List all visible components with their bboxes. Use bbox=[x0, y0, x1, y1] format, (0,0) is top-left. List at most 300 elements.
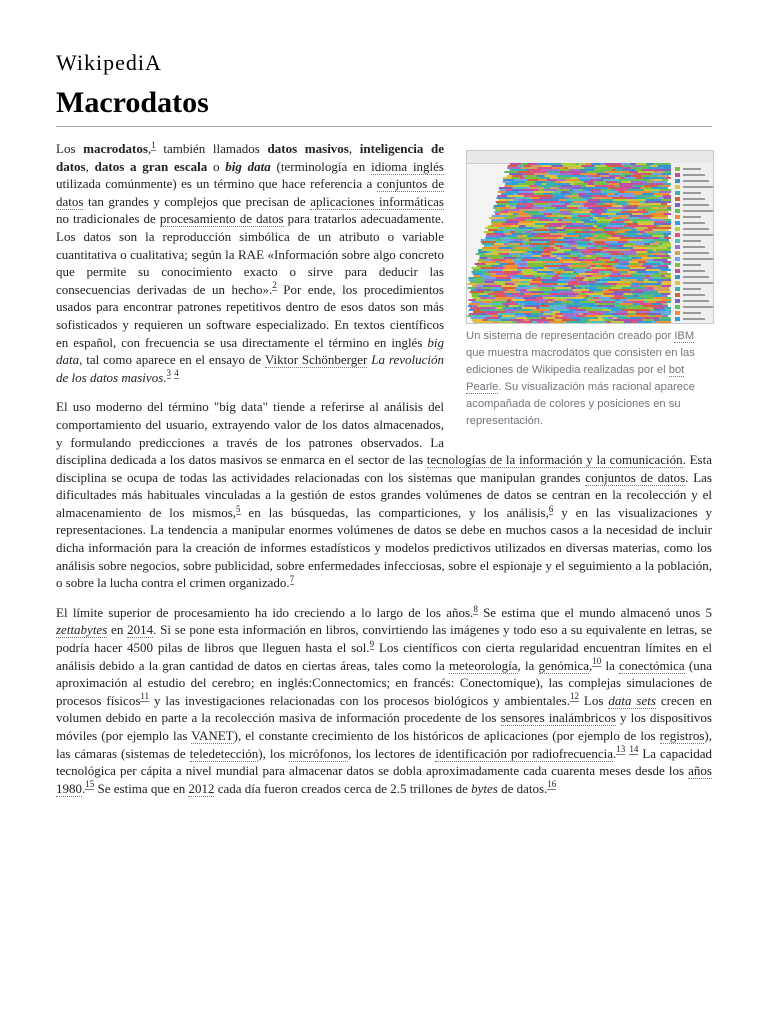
ref-link[interactable]: 12 bbox=[569, 691, 579, 702]
legend-label-line bbox=[683, 198, 705, 200]
flow-segment bbox=[519, 225, 525, 227]
flow-segment bbox=[562, 293, 579, 295]
ref-link[interactable]: 3 bbox=[166, 368, 171, 379]
flow-segment bbox=[642, 257, 653, 259]
flow-segment bbox=[645, 175, 658, 177]
flow-segment bbox=[605, 171, 613, 173]
flow-segment bbox=[544, 189, 558, 191]
flow-segment bbox=[614, 291, 631, 293]
flow-segment bbox=[484, 277, 496, 279]
flow-segment bbox=[653, 249, 657, 251]
flow-segment bbox=[648, 315, 656, 317]
wiki-link[interactable]: genómica bbox=[538, 657, 590, 673]
flow-segment bbox=[638, 245, 643, 247]
flow-segment bbox=[594, 235, 598, 237]
flow-segment bbox=[498, 191, 506, 193]
flow-segment bbox=[579, 227, 588, 229]
text: tan grandes y complejos que precisan de bbox=[83, 193, 311, 209]
flow-segment bbox=[565, 169, 569, 171]
flow-segment bbox=[627, 205, 633, 207]
flow-segment bbox=[519, 191, 533, 193]
flow-segment bbox=[619, 183, 635, 185]
legend-label-line bbox=[683, 192, 701, 194]
flow-segment bbox=[639, 303, 652, 305]
italic-term: La revolución de los datos masivos bbox=[56, 352, 445, 385]
flow-segment bbox=[601, 265, 613, 267]
flow-segment bbox=[661, 293, 670, 295]
flow-segment bbox=[570, 175, 586, 177]
ref bbox=[85, 779, 94, 790]
flow-segment bbox=[488, 251, 491, 253]
flow-segment bbox=[525, 219, 539, 221]
flow-segment bbox=[583, 231, 595, 233]
ibm-link[interactable]: IBM bbox=[674, 330, 695, 342]
wiki-link[interactable]: sensores inalámbricos bbox=[500, 710, 616, 726]
flow-segment bbox=[472, 271, 488, 273]
flow-segment bbox=[522, 241, 528, 243]
flow-segment bbox=[473, 297, 481, 299]
flow-segment bbox=[618, 241, 628, 243]
flow-segment bbox=[560, 273, 570, 275]
flow-segment bbox=[567, 205, 580, 207]
flow-segment bbox=[648, 183, 656, 185]
flow-segment bbox=[570, 203, 573, 205]
flow-segment bbox=[575, 163, 579, 165]
flow-segment bbox=[570, 289, 573, 291]
flow-segment bbox=[647, 251, 654, 253]
flow-segment bbox=[542, 295, 556, 297]
flow-segment bbox=[534, 193, 544, 195]
flow-segment bbox=[472, 295, 479, 297]
flow-segment bbox=[522, 307, 536, 309]
flow-segment bbox=[542, 253, 552, 255]
flow-segment bbox=[602, 309, 611, 311]
flow-segment bbox=[518, 303, 525, 305]
flow-segment bbox=[540, 305, 549, 307]
text: . bbox=[163, 369, 167, 385]
flow-segment bbox=[598, 317, 602, 319]
text: en bbox=[107, 622, 128, 638]
ref-link[interactable]: 5 bbox=[236, 503, 241, 514]
flow-segment bbox=[648, 301, 656, 303]
flow-segment bbox=[512, 233, 523, 235]
flow-segment bbox=[577, 247, 586, 249]
flow-segment bbox=[558, 283, 568, 285]
flow-segment bbox=[599, 271, 612, 273]
ref-link[interactable]: 10 bbox=[592, 656, 602, 667]
flow-segment bbox=[515, 313, 526, 315]
flow-segment bbox=[511, 225, 519, 227]
flow-segment bbox=[548, 227, 551, 229]
flow-segment bbox=[604, 319, 613, 321]
flow-segment bbox=[638, 207, 652, 209]
flow-segment bbox=[587, 171, 594, 173]
flow-segment bbox=[593, 181, 596, 183]
flow-segment bbox=[498, 199, 513, 201]
flow-segment bbox=[511, 197, 516, 199]
flow-segment bbox=[636, 169, 641, 171]
flow-segment bbox=[564, 261, 580, 263]
flow-segment bbox=[533, 227, 538, 229]
flow-segment bbox=[506, 205, 509, 207]
wiki-link[interactable]: zettabytes bbox=[56, 622, 108, 638]
flow-segment bbox=[535, 173, 549, 175]
flow-segment bbox=[540, 293, 550, 295]
flow-segment bbox=[503, 181, 511, 183]
flow-segment bbox=[590, 239, 603, 241]
flow-segment bbox=[545, 301, 548, 303]
ref bbox=[592, 656, 601, 667]
flow-segment bbox=[491, 245, 506, 247]
flow-segment bbox=[661, 313, 664, 315]
ref-link[interactable]: 1 bbox=[151, 139, 156, 150]
text: , bbox=[589, 657, 593, 673]
flow-segment bbox=[619, 249, 631, 251]
flow-segment bbox=[612, 219, 615, 221]
wiki-link[interactable]: Viktor Schönberger bbox=[264, 352, 368, 368]
flow-segment bbox=[518, 213, 529, 215]
ref-link[interactable]: 14 bbox=[629, 744, 639, 755]
flow-segment bbox=[578, 243, 588, 245]
flow-segment bbox=[480, 275, 490, 277]
flow-segment bbox=[609, 247, 617, 249]
wiki-link[interactable]: VANET bbox=[191, 728, 234, 743]
wiki-link[interactable]: conjuntos de datos bbox=[56, 176, 444, 209]
flow-segment bbox=[602, 255, 615, 257]
wiki-link[interactable]: micrófonos bbox=[289, 745, 349, 761]
flow-segment bbox=[607, 233, 617, 235]
flow-segment bbox=[538, 195, 553, 197]
flow-segment bbox=[534, 201, 546, 203]
ref-link[interactable]: 4 bbox=[174, 368, 179, 379]
flow-segment bbox=[537, 259, 550, 261]
flow-segment bbox=[519, 183, 535, 185]
flow-segment bbox=[546, 273, 557, 275]
flow-segment bbox=[633, 197, 638, 199]
ref-link[interactable]: 2 bbox=[272, 280, 277, 291]
flow-segment bbox=[615, 185, 619, 187]
flow-segment bbox=[652, 207, 658, 209]
flow-segment bbox=[517, 267, 531, 269]
flow-segment bbox=[491, 219, 497, 221]
flow-segment bbox=[553, 163, 562, 165]
flow-segment bbox=[588, 213, 592, 215]
flow-segment bbox=[653, 235, 665, 237]
wiki-link[interactable]: aplicaciones informáticas bbox=[310, 193, 444, 209]
flow-segment bbox=[631, 273, 642, 275]
wiki-link[interactable]: teledetección bbox=[189, 745, 259, 761]
flow-segment bbox=[623, 165, 632, 167]
flow-segment bbox=[579, 235, 582, 237]
flow-segment bbox=[543, 321, 550, 323]
flow-segment bbox=[615, 255, 622, 257]
flow-segment bbox=[660, 269, 672, 271]
flow-segment bbox=[546, 239, 552, 241]
flow-segment bbox=[562, 225, 566, 227]
text: El uso moderno del término "big data" tiende a referirse al análisis del comportamiento del usuario, extrayendo valor de los datos almacenados, y formulando predicciones a través de los patrones observados. La disciplina dedicada a los datos masivos se enmarca en el sector de las bbox=[56, 399, 444, 468]
ref bbox=[570, 691, 579, 702]
flow-segment bbox=[528, 241, 532, 243]
flow-segment bbox=[584, 205, 597, 207]
flow-segment bbox=[644, 293, 661, 295]
flow-segment bbox=[502, 287, 516, 289]
flow-segment bbox=[563, 313, 579, 315]
flow-segment bbox=[526, 187, 530, 189]
flow-segment bbox=[539, 211, 550, 213]
flow-segment bbox=[547, 171, 559, 173]
flow-segment bbox=[664, 235, 669, 237]
text: , bbox=[348, 141, 360, 156]
flow-segment bbox=[531, 165, 535, 167]
flow-segment bbox=[635, 227, 648, 229]
text: Se estima que el mundo almacenó unos 5 bbox=[477, 604, 713, 620]
flow-segment bbox=[523, 243, 529, 245]
flow-segment bbox=[472, 305, 478, 307]
wiki-link[interactable]: años 1980 bbox=[56, 763, 712, 796]
flow-segment bbox=[581, 283, 588, 285]
flow-segment bbox=[549, 305, 559, 307]
flow-segment bbox=[505, 233, 512, 235]
flow-segment bbox=[660, 263, 663, 265]
flow-segment bbox=[544, 237, 558, 239]
flow-segment bbox=[601, 163, 605, 165]
flow-segment bbox=[589, 189, 601, 191]
flow-segment bbox=[597, 313, 603, 315]
flow-segment bbox=[644, 285, 658, 287]
flow-segment bbox=[605, 267, 616, 269]
flow-segment bbox=[571, 177, 577, 179]
flow-segment bbox=[568, 295, 577, 297]
history-flow-image[interactable] bbox=[466, 150, 714, 324]
flow-segment bbox=[530, 291, 544, 293]
flow-segment bbox=[582, 235, 594, 237]
flow-segment bbox=[561, 213, 572, 215]
flow-segment bbox=[597, 213, 602, 215]
flow-segment bbox=[639, 231, 644, 233]
legend-swatch bbox=[675, 239, 680, 243]
flow-segment bbox=[592, 243, 596, 245]
wiki-link[interactable]: conectómica bbox=[619, 657, 685, 673]
flow-segment bbox=[543, 243, 554, 245]
flow-segment bbox=[550, 247, 554, 249]
wiki-link[interactable]: data sets bbox=[608, 692, 656, 708]
flow-segment bbox=[602, 301, 615, 303]
flow-segment bbox=[519, 199, 523, 201]
flow-segment bbox=[620, 211, 633, 213]
flow-segment bbox=[614, 295, 622, 297]
flow-segment bbox=[623, 245, 629, 247]
flow-segment bbox=[630, 267, 645, 269]
flow-segment bbox=[566, 179, 579, 181]
flow-segment bbox=[599, 193, 603, 195]
flow-segment bbox=[625, 235, 637, 237]
flow-segment bbox=[582, 197, 588, 199]
ref-link[interactable]: 11 bbox=[140, 691, 150, 702]
flow-segment bbox=[514, 185, 530, 187]
flow-segment bbox=[604, 285, 611, 287]
flow-segment bbox=[568, 281, 578, 283]
wiki-link[interactable]: meteorología bbox=[448, 657, 518, 673]
wikipedia-wordmark[interactable]: WikipediA bbox=[56, 50, 162, 75]
wiki-link[interactable]: 2014 bbox=[127, 622, 154, 638]
flow-segment bbox=[589, 281, 596, 283]
flow-segment bbox=[597, 287, 611, 289]
flow-segment bbox=[563, 227, 579, 229]
flow-segment bbox=[615, 189, 628, 191]
flow-segment bbox=[611, 257, 616, 259]
flow-segment bbox=[593, 297, 599, 299]
flow-segment bbox=[549, 219, 554, 221]
legend-label-line bbox=[683, 204, 709, 206]
flow-segment bbox=[552, 165, 563, 167]
flow-segment bbox=[546, 317, 555, 319]
flow-segment bbox=[571, 273, 580, 275]
flow-segment bbox=[510, 231, 515, 233]
flow-segment bbox=[578, 281, 589, 283]
flow-segment bbox=[516, 317, 526, 319]
flow-segment bbox=[531, 209, 546, 211]
bot-link[interactable]: bot bbox=[668, 364, 685, 376]
wiki-link[interactable]: idioma inglés bbox=[371, 158, 444, 174]
wiki-link[interactable]: registros bbox=[659, 728, 705, 743]
flow-segment bbox=[559, 265, 568, 267]
flow-segment bbox=[572, 213, 588, 215]
flow-segment bbox=[654, 295, 663, 297]
flow-segment bbox=[471, 315, 486, 317]
flow-segment bbox=[507, 235, 517, 237]
flow-segment bbox=[595, 279, 600, 281]
flow-segment bbox=[469, 309, 474, 311]
flow-segment bbox=[577, 233, 591, 235]
flow-segment bbox=[492, 307, 497, 309]
flow-segment bbox=[546, 179, 557, 181]
flow-segment bbox=[624, 225, 641, 227]
flow-segment bbox=[629, 269, 646, 271]
ref-link[interactable]: 8 bbox=[473, 603, 478, 614]
flow-segment bbox=[536, 245, 551, 247]
flow-segment bbox=[552, 315, 558, 317]
flow-segment bbox=[572, 193, 579, 195]
flow-segment bbox=[606, 321, 611, 323]
flow-segment bbox=[510, 163, 521, 165]
wiki-link[interactable]: tecnologías de la información y la comunicación bbox=[426, 452, 683, 468]
pearle-link[interactable]: Pearle bbox=[466, 381, 499, 393]
flow-segment bbox=[503, 179, 514, 181]
flow-segment bbox=[510, 237, 519, 239]
flow-segment bbox=[554, 169, 560, 171]
flow-segment bbox=[635, 195, 652, 197]
flow-segment bbox=[523, 275, 534, 277]
flow-segment bbox=[644, 301, 648, 303]
flow-segment bbox=[565, 199, 574, 201]
flow-segment bbox=[524, 293, 540, 295]
flow-segment bbox=[533, 231, 550, 233]
flow-segment bbox=[502, 229, 505, 231]
flow-segment bbox=[591, 255, 603, 257]
flow-segment bbox=[586, 163, 591, 165]
flow-segment bbox=[537, 273, 547, 275]
flow-segment bbox=[546, 297, 561, 299]
wiki-link[interactable]: 2012 bbox=[188, 780, 215, 796]
flow-segment bbox=[619, 239, 629, 241]
flow-segment bbox=[644, 299, 661, 301]
flow-segment bbox=[624, 253, 637, 255]
flow-segment bbox=[589, 285, 604, 287]
flow-segment bbox=[619, 289, 631, 291]
ref-link[interactable]: 9 bbox=[369, 638, 375, 649]
flow-segment bbox=[486, 263, 499, 265]
flow-segment bbox=[537, 321, 543, 323]
flow-segment bbox=[562, 319, 575, 321]
flow-segment bbox=[543, 313, 555, 315]
legend-swatch bbox=[675, 197, 680, 201]
flow-segment bbox=[552, 277, 561, 279]
flow-segment bbox=[565, 167, 568, 169]
text: o bbox=[207, 158, 226, 174]
flow-segment bbox=[595, 185, 609, 187]
flow-segment bbox=[549, 191, 555, 193]
flow-segment bbox=[554, 269, 564, 271]
flow-segment bbox=[576, 203, 583, 205]
ref-link[interactable]: 7 bbox=[289, 573, 295, 584]
flow-segment bbox=[600, 279, 616, 281]
flow-segment bbox=[615, 303, 619, 305]
flow-segment bbox=[529, 243, 543, 245]
flow-segment bbox=[515, 219, 526, 221]
wiki-link[interactable]: procesamiento de datos bbox=[159, 211, 284, 227]
flow-segment bbox=[608, 209, 622, 211]
flow-segment bbox=[532, 207, 544, 209]
flow-segment bbox=[551, 251, 560, 253]
flow-segment bbox=[490, 269, 502, 271]
flow-segment bbox=[531, 199, 543, 201]
flow-segment bbox=[639, 257, 642, 259]
flow-segment bbox=[581, 165, 590, 167]
flow-segment bbox=[591, 219, 597, 221]
flow-segment bbox=[504, 309, 518, 311]
flow-segment bbox=[497, 267, 505, 269]
flow-segment bbox=[646, 297, 654, 299]
ref-link[interactable]: 15 bbox=[85, 779, 95, 790]
wiki-link[interactable]: conjuntos de datos bbox=[585, 469, 686, 485]
flow-segment bbox=[629, 219, 645, 221]
flow-segment bbox=[552, 311, 559, 313]
flow-segment bbox=[658, 319, 672, 321]
flow-segment bbox=[533, 255, 542, 257]
flow-segment bbox=[650, 237, 653, 239]
flow-segment bbox=[591, 233, 602, 235]
ref-link[interactable]: 13 bbox=[616, 744, 626, 755]
flow-segment bbox=[659, 253, 664, 255]
ref-link[interactable]: 6 bbox=[548, 503, 554, 514]
wiki-link[interactable]: identificación por radiofrecuencia bbox=[435, 745, 614, 761]
flow-segment bbox=[632, 175, 642, 177]
flow-segment bbox=[478, 249, 482, 251]
flow-segment bbox=[558, 219, 563, 221]
flow-segment bbox=[505, 259, 513, 261]
flow-segment bbox=[611, 285, 616, 287]
ref-link[interactable]: 16 bbox=[547, 779, 557, 790]
flow-segment bbox=[621, 163, 630, 165]
flow-segment bbox=[507, 301, 511, 303]
flow-segment bbox=[607, 207, 623, 209]
flow-segment bbox=[658, 197, 664, 199]
flow-segment bbox=[472, 285, 477, 287]
flow-segment bbox=[617, 215, 624, 217]
flow-segment bbox=[534, 203, 550, 205]
flow-segment bbox=[492, 299, 508, 301]
legend-swatch bbox=[675, 269, 680, 273]
